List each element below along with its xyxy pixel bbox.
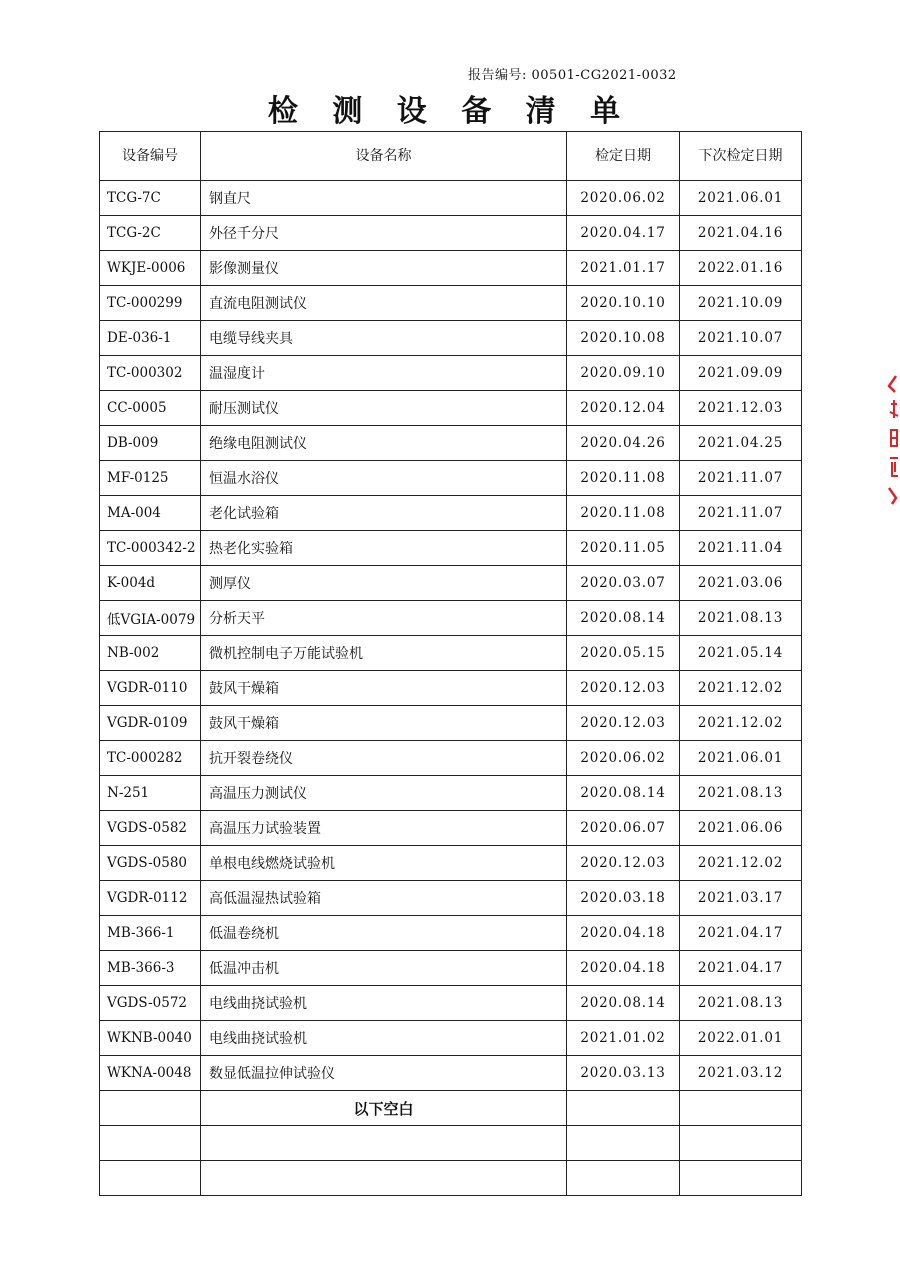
next-calibration-date-cell: 2021.12.02 <box>680 671 802 706</box>
empty-cell <box>100 1161 201 1196</box>
equipment-name-cell: 温湿度计 <box>201 356 567 391</box>
document-title: 检 测 设 备 清 单 <box>267 94 633 129</box>
table-body <box>100 181 802 1196</box>
equipment-code-cell: MB-366-3 <box>100 951 201 986</box>
table-row <box>100 1021 802 1056</box>
equipment-name-cell: 低温冲击机 <box>201 951 567 986</box>
table-row <box>100 251 802 286</box>
next-calibration-date-cell: 2021.06.01 <box>680 741 802 776</box>
equipment-code-cell: MF-0125 <box>100 461 201 496</box>
blank-row <box>100 1161 802 1196</box>
table-row <box>100 531 802 566</box>
calibration-date-cell: 2020.03.18 <box>567 881 680 916</box>
equipment-code-cell: K-004d <box>100 566 201 601</box>
equipment-name-cell: 数显低温拉伸试验仪 <box>201 1056 567 1091</box>
empty-cell <box>201 1161 567 1196</box>
end-note-row <box>100 1091 802 1126</box>
next-calibration-date-cell: 2021.03.06 <box>680 566 802 601</box>
calibration-date-cell: 2020.06.07 <box>567 811 680 846</box>
table-row <box>100 566 802 601</box>
table-row <box>100 706 802 741</box>
table-row <box>100 286 802 321</box>
calibration-date-cell: 2020.12.03 <box>567 706 680 741</box>
equipment-name-cell: 直流电阻测试仪 <box>201 286 567 321</box>
next-calibration-date-cell: 2021.04.16 <box>680 216 802 251</box>
next-calibration-date-cell: 2021.06.01 <box>680 181 802 216</box>
calibration-date-cell: 2020.04.18 <box>567 916 680 951</box>
equipment-name-cell: 高温压力试验装置 <box>201 811 567 846</box>
equipment-code-cell: MA-004 <box>100 496 201 531</box>
calibration-date-cell: 2020.12.04 <box>567 391 680 426</box>
table-row <box>100 356 802 391</box>
equipment-code-cell: DE-036-1 <box>100 321 201 356</box>
table-row <box>100 951 802 986</box>
column-header-code: 设备编号 <box>100 132 201 181</box>
next-calibration-date-cell: 2021.12.02 <box>680 706 802 741</box>
calibration-date-cell: 2020.12.03 <box>567 671 680 706</box>
table-header-row <box>100 132 802 181</box>
calibration-date-cell: 2020.10.08 <box>567 321 680 356</box>
equipment-code-cell: VGDR-0112 <box>100 881 201 916</box>
calibration-date-cell: 2020.08.14 <box>567 986 680 1021</box>
equipment-code-cell: VGDR-0110 <box>100 671 201 706</box>
table-row <box>100 636 802 671</box>
table-row <box>100 496 802 531</box>
empty-cell <box>100 1126 201 1161</box>
seal-stamp-fragment <box>882 372 900 512</box>
equipment-name-cell: 微机控制电子万能试验机 <box>201 636 567 671</box>
equipment-name-cell: 抗开裂卷绕仪 <box>201 741 567 776</box>
equipment-code-cell: DB-009 <box>100 426 201 461</box>
column-header-name: 设备名称 <box>201 132 567 181</box>
calibration-date-cell: 2020.08.14 <box>567 776 680 811</box>
next-calibration-date-cell: 2021.04.17 <box>680 916 802 951</box>
table-row <box>100 741 802 776</box>
table-row <box>100 601 802 636</box>
equipment-name-cell: 测厚仪 <box>201 566 567 601</box>
next-calibration-date-cell: 2021.03.12 <box>680 1056 802 1091</box>
empty-cell <box>567 1091 680 1126</box>
calibration-date-cell: 2020.06.02 <box>567 741 680 776</box>
empty-cell <box>680 1161 802 1196</box>
table-row <box>100 776 802 811</box>
table-row <box>100 321 802 356</box>
column-header-date: 检定日期 <box>567 132 680 181</box>
empty-cell <box>680 1091 802 1126</box>
equipment-name-cell: 鼓风干燥箱 <box>201 671 567 706</box>
empty-cell <box>567 1161 680 1196</box>
equipment-name-cell: 高低温湿热试验箱 <box>201 881 567 916</box>
calibration-date-cell: 2020.03.13 <box>567 1056 680 1091</box>
calibration-date-cell: 2020.05.15 <box>567 636 680 671</box>
equipment-code-cell: VGDS-0572 <box>100 986 201 1021</box>
equipment-name-cell: 恒温水浴仪 <box>201 461 567 496</box>
table-row <box>100 671 802 706</box>
equipment-name-cell: 电线曲挠试验机 <box>201 1021 567 1056</box>
equipment-name-cell: 单根电线燃烧试验机 <box>201 846 567 881</box>
next-calibration-date-cell: 2021.11.07 <box>680 496 802 531</box>
calibration-date-cell: 2020.04.26 <box>567 426 680 461</box>
equipment-code-cell: TC-000282 <box>100 741 201 776</box>
next-calibration-date-cell: 2021.06.06 <box>680 811 802 846</box>
next-calibration-date-cell: 2021.09.09 <box>680 356 802 391</box>
next-calibration-date-cell: 2022.01.01 <box>680 1021 802 1056</box>
next-calibration-date-cell: 2022.01.16 <box>680 251 802 286</box>
next-calibration-date-cell: 2021.03.17 <box>680 881 802 916</box>
calibration-date-cell: 2020.06.02 <box>567 181 680 216</box>
calibration-date-cell: 2020.11.08 <box>567 461 680 496</box>
equipment-code-cell: TC-000302 <box>100 356 201 391</box>
equipment-code-cell: TCG-2C <box>100 216 201 251</box>
equipment-name-cell: 钢直尺 <box>201 181 567 216</box>
next-calibration-date-cell: 2021.11.07 <box>680 461 802 496</box>
table-row <box>100 986 802 1021</box>
next-calibration-date-cell: 2021.10.07 <box>680 321 802 356</box>
table-row <box>100 881 802 916</box>
table-row <box>100 181 802 216</box>
equipment-code-cell: VGDS-0580 <box>100 846 201 881</box>
calibration-date-cell: 2020.11.08 <box>567 496 680 531</box>
report-number: 报告编号: 00501-CG2021-0032 <box>468 68 677 83</box>
equipment-code-cell: WKJE-0006 <box>100 251 201 286</box>
column-header-next-date: 下次检定日期 <box>680 132 802 181</box>
calibration-date-cell: 2020.03.07 <box>567 566 680 601</box>
end-note: 以下空白 <box>201 1091 567 1126</box>
equipment-code-cell: 低VGIA-0079 <box>100 601 201 636</box>
equipment-code-cell: VGDR-0109 <box>100 706 201 741</box>
equipment-name-cell: 低温卷绕机 <box>201 916 567 951</box>
table-row <box>100 1056 802 1091</box>
table-row <box>100 916 802 951</box>
equipment-name-cell: 鼓风干燥箱 <box>201 706 567 741</box>
calibration-date-cell: 2021.01.17 <box>567 251 680 286</box>
equipment-name-cell: 电线曲挠试验机 <box>201 986 567 1021</box>
equipment-name-cell: 电缆导线夹具 <box>201 321 567 356</box>
equipment-name-cell: 高温压力测试仪 <box>201 776 567 811</box>
next-calibration-date-cell: 2021.05.14 <box>680 636 802 671</box>
empty-cell <box>567 1126 680 1161</box>
empty-cell <box>680 1126 802 1161</box>
calibration-date-cell: 2021.01.02 <box>567 1021 680 1056</box>
equipment-code-cell: TC-000299 <box>100 286 201 321</box>
blank-row <box>100 1126 802 1161</box>
next-calibration-date-cell: 2021.08.13 <box>680 601 802 636</box>
calibration-date-cell: 2020.04.18 <box>567 951 680 986</box>
equipment-code-cell: TCG-7C <box>100 181 201 216</box>
equipment-code-cell: NB-002 <box>100 636 201 671</box>
equipment-name-cell: 热老化实验箱 <box>201 531 567 566</box>
equipment-code-cell: MB-366-1 <box>100 916 201 951</box>
next-calibration-date-cell: 2021.04.25 <box>680 426 802 461</box>
equipment-code-cell: CC-0005 <box>100 391 201 426</box>
equipment-name-cell: 影像测量仪 <box>201 251 567 286</box>
equipment-table <box>99 131 802 1196</box>
equipment-code-cell: N-251 <box>100 776 201 811</box>
equipment-name-cell: 分析天平 <box>201 601 567 636</box>
equipment-name-cell: 外径千分尺 <box>201 216 567 251</box>
table-row <box>100 811 802 846</box>
next-calibration-date-cell: 2021.12.02 <box>680 846 802 881</box>
equipment-name-cell: 老化试验箱 <box>201 496 567 531</box>
calibration-date-cell: 2020.11.05 <box>567 531 680 566</box>
table-row <box>100 461 802 496</box>
calibration-date-cell: 2020.09.10 <box>567 356 680 391</box>
table-row <box>100 391 802 426</box>
table-row <box>100 216 802 251</box>
table-row <box>100 426 802 461</box>
calibration-date-cell: 2020.04.17 <box>567 216 680 251</box>
next-calibration-date-cell: 2021.10.09 <box>680 286 802 321</box>
equipment-code-cell: VGDS-0582 <box>100 811 201 846</box>
equipment-code-cell: WKNB-0040 <box>100 1021 201 1056</box>
empty-cell <box>201 1126 567 1161</box>
empty-cell <box>100 1091 201 1126</box>
equipment-name-cell: 耐压测试仪 <box>201 391 567 426</box>
next-calibration-date-cell: 2021.11.04 <box>680 531 802 566</box>
next-calibration-date-cell: 2021.04.17 <box>680 951 802 986</box>
calibration-date-cell: 2020.08.14 <box>567 601 680 636</box>
next-calibration-date-cell: 2021.08.13 <box>680 776 802 811</box>
equipment-name-cell: 绝缘电阻测试仪 <box>201 426 567 461</box>
table-row <box>100 846 802 881</box>
next-calibration-date-cell: 2021.08.13 <box>680 986 802 1021</box>
equipment-code-cell: WKNA-0048 <box>100 1056 201 1091</box>
calibration-date-cell: 2020.12.03 <box>567 846 680 881</box>
calibration-date-cell: 2020.10.10 <box>567 286 680 321</box>
equipment-code-cell: TC-000342-2 <box>100 531 201 566</box>
next-calibration-date-cell: 2021.12.03 <box>680 391 802 426</box>
